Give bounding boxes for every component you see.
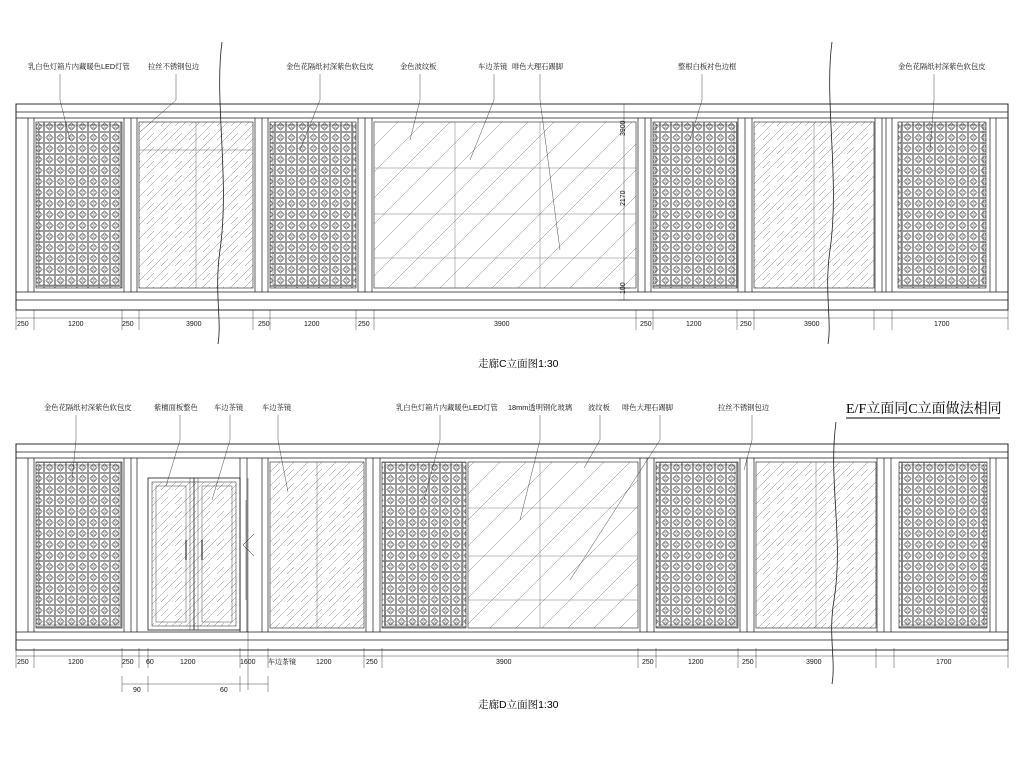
dim-d-7: 1200 — [316, 659, 332, 666]
dim-d-13: 3900 — [806, 659, 822, 666]
dim-d-0: 250 — [17, 659, 29, 666]
dim-c-12: 1700 — [934, 321, 950, 328]
dim-c-5: 1200 — [304, 321, 320, 328]
dim-d-12: 250 — [742, 659, 754, 666]
label-d-4: 乳白色灯箱片内藏暖色LED灯管 — [396, 403, 498, 412]
dim-d-9: 3900 — [496, 659, 512, 666]
title-elevation-c: 走廊C立面图1:30 — [478, 358, 559, 370]
dim-c-9: 1200 — [686, 321, 702, 328]
dim-d-5: 1600 — [240, 659, 256, 666]
dim-d-14: 1700 — [936, 659, 952, 666]
label-d-3: 车边茶镜 — [262, 403, 292, 412]
dim-d-1: 1200 — [68, 659, 84, 666]
label-d-2: 车边茶镜 — [214, 403, 244, 412]
vdim-c-2: 100 — [620, 282, 627, 294]
note-ef-same-as-c: E/F立面同C立面做法相同 — [846, 402, 1002, 417]
dim-c-2: 250 — [122, 321, 134, 328]
label-d-8: 拉丝不锈钢包边 — [718, 403, 770, 412]
dim-c-7: 3900 — [494, 321, 510, 328]
vdim-c-1: 2170 — [620, 190, 627, 206]
label-c-6: 整根白板衬色边框 — [678, 62, 737, 71]
dim-d-11: 1200 — [688, 659, 704, 666]
dim-d-10: 250 — [642, 659, 654, 666]
dim-d-3: 60 — [146, 659, 154, 666]
label-d-7: 啡色大理石踢脚 — [622, 403, 674, 412]
dim-c-0: 250 — [17, 321, 29, 328]
dim-c-11: 3900 — [804, 321, 820, 328]
dim-d-4: 1200 — [180, 659, 196, 666]
dim-c-6: 250 — [358, 321, 370, 328]
subdim-d-1: 60 — [220, 687, 228, 694]
vdim-c-0: 3900 — [620, 120, 627, 136]
dim-d-8: 250 — [366, 659, 378, 666]
title-elevation-d: 走廊D立面图1:30 — [478, 699, 559, 711]
label-c-4: 车边茶镜 — [478, 62, 508, 71]
dim-c-8: 250 — [640, 321, 652, 328]
label-d-0: 金色花隔纸衬深紫色软包皮 — [44, 403, 132, 412]
dim-c-4: 250 — [258, 321, 270, 328]
label-c-2: 金色花隔纸衬深紫色软包皮 — [286, 62, 374, 71]
subdim-d-0: 90 — [133, 687, 141, 694]
label-d-5: 18mm透明钢化玻璃 — [508, 403, 573, 412]
label-c-7: 金色花隔纸衬深紫色软包皮 — [898, 62, 986, 71]
label-c-3: 金色波纹板 — [400, 62, 437, 71]
dim-c-3: 3900 — [186, 321, 202, 328]
label-c-0: 乳白色灯箱片内藏暖色LED灯管 — [28, 62, 130, 71]
dim-c-10: 250 — [740, 321, 752, 328]
label-d-1: 紫檀面板整色 — [154, 403, 198, 412]
label-c-5: 啡色大理石踢脚 — [512, 62, 564, 71]
dim-c-1: 1200 — [68, 321, 84, 328]
dim-d-2: 250 — [122, 659, 134, 666]
dim-d-6: 车边茶镜 — [268, 659, 296, 666]
label-c-1: 拉丝不锈钢包边 — [148, 62, 200, 71]
label-d-6: 波纹板 — [588, 403, 610, 412]
